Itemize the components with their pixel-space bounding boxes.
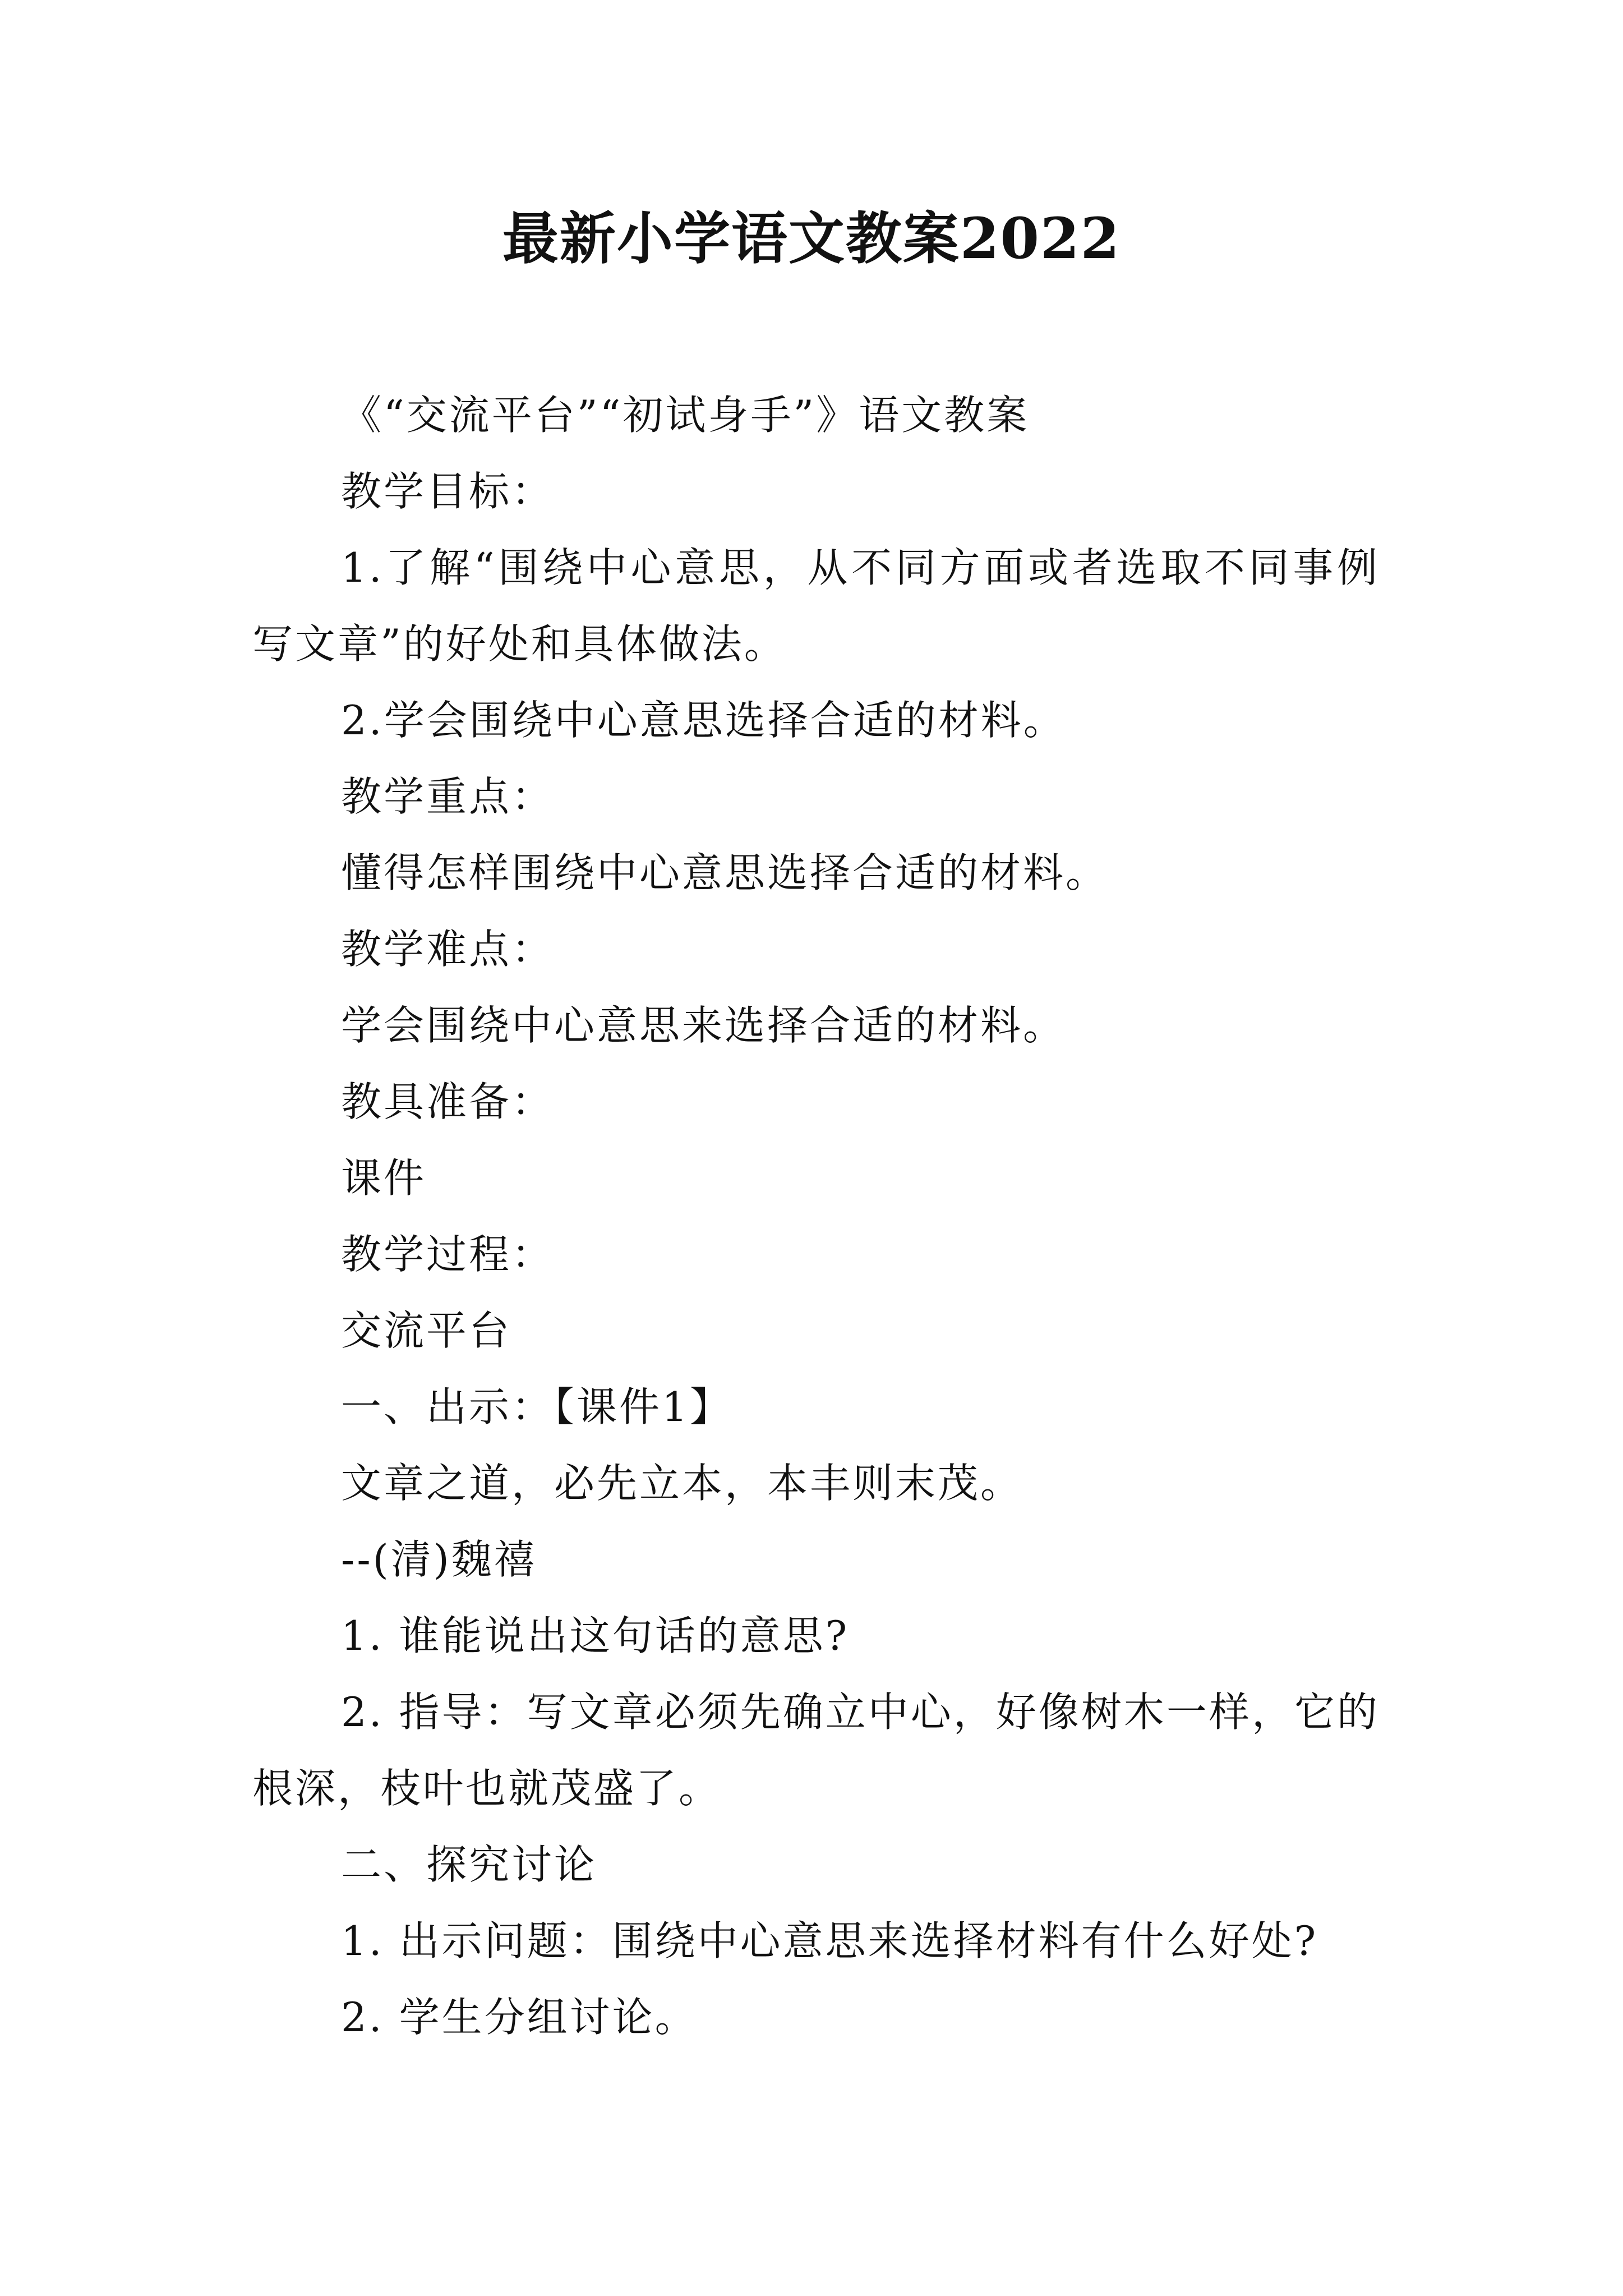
paragraph-goal-2: 2.学会围绕中心意思选择合适的材料。 — [341, 697, 1066, 744]
paragraph-teaching-goals-label: 教学目标： — [341, 468, 555, 515]
paragraph-materials-label: 教具准备： — [341, 1078, 555, 1125]
paragraph-quote: 文章之道，必先立本，本丰则末茂。 — [341, 1460, 1023, 1507]
paragraph-question-1: 1. 谁能说出这句话的意思? — [341, 1612, 850, 1659]
paragraph-step-2: 二、探究讨论 — [341, 1841, 597, 1888]
paragraph-key-points-label: 教学重点： — [341, 773, 555, 820]
paragraph-discussion-1: 1. 出示问题：围绕中心意思来选择材料有什么好处? — [341, 1917, 1318, 1964]
paragraph-process-label: 教学过程： — [341, 1231, 555, 1278]
paragraph-materials: 课件 — [341, 1154, 427, 1202]
paragraph-goal-1: 1.了解“围绕中心意思，从不同方面或者选取不同事例写文章”的好处和具体做法。 — [252, 544, 1380, 668]
paragraph-step-1: 一、出示：【课件1】 — [341, 1383, 732, 1430]
paragraph-lesson-heading: 《“交流平台”“初试身手”》语文教案 — [341, 392, 1030, 439]
document-title: 最新小学语文教案2022 — [502, 205, 1121, 272]
paragraph-key-points: 懂得怎样围绕中心意思选择合适的材料。 — [341, 849, 1109, 896]
paragraph-difficulties: 学会围绕中心意思来选择合适的材料。 — [341, 1002, 1066, 1049]
paragraph-guidance-2: 2. 指导：写文章必须先确立中心，好像树木一样，它的根深，枝叶也就茂盛了。 — [252, 1688, 1380, 1812]
paragraph-section-exchange: 交流平台 — [341, 1307, 512, 1354]
paragraph-discussion-2: 2. 学生分组讨论。 — [341, 1994, 698, 2041]
document-body — [252, 377, 1380, 2055]
paragraph-difficulties-label: 教学难点： — [341, 926, 555, 973]
paragraph-quote-attribution: --(清)魏禧 — [341, 1536, 537, 1583]
